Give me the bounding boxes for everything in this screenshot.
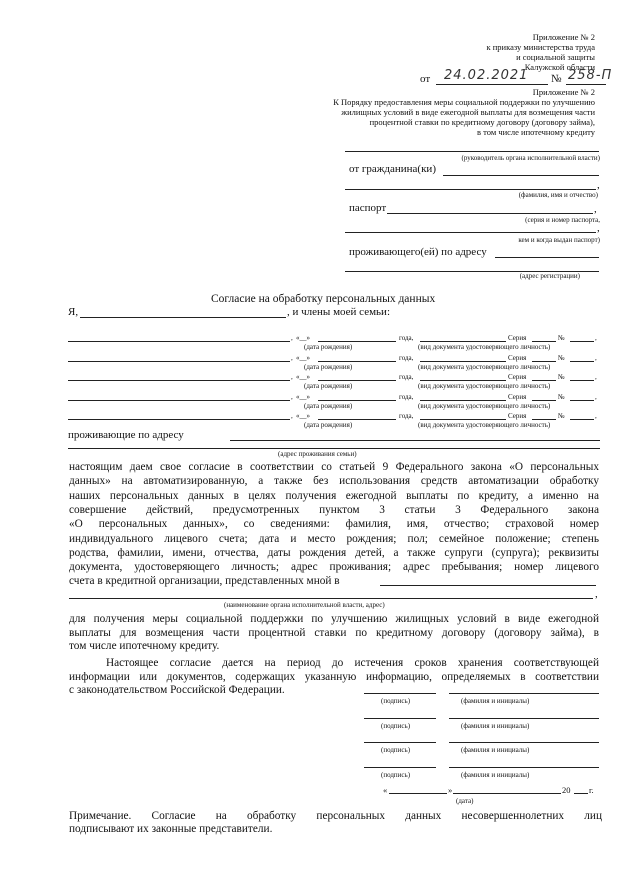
member-birth-month-line[interactable] (318, 380, 396, 381)
account-authority-line-2[interactable] (69, 598, 593, 599)
member-name-line[interactable] (68, 361, 290, 362)
signature-name-line[interactable] (449, 742, 599, 743)
signature-line[interactable] (364, 718, 436, 719)
member-comma: , (291, 373, 293, 381)
member-birth-month-line[interactable] (318, 400, 396, 401)
member-comma: , (291, 334, 293, 342)
consent-body-line: «О персональных данных», со сведениями: фамилия, имя, отчество; страховой номер (69, 518, 599, 531)
term-line: Настоящее согласие дается на период до истечения сроков хранения соответствующей (106, 657, 599, 669)
consent-body-line: настоящим даем свое согласие в соответствии со статьей 9 Федерального закона «О персональных (69, 461, 599, 473)
member-series-label: Серия (508, 412, 527, 420)
registration-line-1[interactable] (495, 257, 599, 258)
purpose-line: выплаты для возмещения части процентной ставки по кредитному договору (договору займа), в (69, 627, 599, 639)
member-end-comma: , (595, 392, 597, 401)
appendix-label-2: Приложение № 2 (532, 87, 595, 97)
term-line: информации или документов, содержащих указанную информацию, определяемых в соответствии (69, 671, 599, 683)
member-doc-line[interactable] (420, 341, 506, 342)
member-number-label: № (558, 334, 565, 342)
member-year-label: года, (399, 353, 414, 362)
member-name-line[interactable] (68, 400, 290, 401)
member-number-line[interactable] (570, 341, 594, 342)
head-caption: (руководитель органа исполнительной власти) (461, 154, 600, 162)
member-number-label: № (558, 353, 565, 362)
sign-date-open: « (383, 785, 388, 795)
signature-name-line[interactable] (449, 718, 599, 719)
sign-date-year-prefix: 20 (562, 785, 571, 795)
comma-mark: , (597, 222, 600, 234)
order-line-3: Калужской области (524, 62, 595, 72)
member-date-caption: (дата рождения) (304, 401, 353, 410)
member-birth-month-line[interactable] (318, 419, 396, 420)
member-doc-caption: (вид документа удостоверяющего личность) (418, 401, 551, 410)
family-label: , и члены моей семьи: (287, 306, 391, 318)
term-last-line: с законодательством Российской Федерации. (69, 684, 285, 696)
member-date-caption: (дата рождения) (304, 343, 353, 351)
signature-line[interactable] (364, 742, 436, 743)
signature-name-caption: (фамилия и инициалы) (461, 721, 530, 730)
consent-title: Согласие на обработку персональных данных (211, 293, 436, 305)
order-line-2: и социальной защиты (516, 52, 595, 62)
sign-date-day-line[interactable] (389, 793, 447, 794)
member-doc-caption: (вид документа удостоверяющего личность) (418, 382, 551, 390)
member-comma: , (291, 353, 293, 362)
member-date-caption: (дата рождения) (304, 382, 353, 390)
signature-caption: (подпись) (381, 721, 411, 730)
family-address-line-2[interactable] (68, 448, 600, 449)
member-birth-day: «__» (296, 353, 310, 362)
residing-label: проживающего(ей) по адресу (349, 246, 487, 258)
member-series-line[interactable] (532, 419, 556, 420)
passport-line-2[interactable] (345, 232, 596, 233)
member-doc-caption: (вид документа удостоверяющего личность) (418, 343, 551, 351)
member-doc-line[interactable] (420, 400, 506, 401)
procedure-line-4: в том числе ипотечному кредиту (476, 127, 595, 137)
handwritten-number: 258-П (568, 68, 613, 83)
signature-name-caption: (фамилия и инициалы) (461, 697, 530, 705)
member-end-comma: , (595, 353, 597, 362)
handwritten-date: 24.02.2021 (444, 68, 529, 83)
member-year-label: года, (399, 373, 414, 381)
from-citizen-label: от гражданина(ки) (349, 163, 436, 175)
member-comma: , (291, 392, 293, 401)
member-doc-caption: (вид документа удостоверяющего личность) (418, 362, 551, 371)
member-name-line[interactable] (68, 419, 290, 420)
signature-name-caption: (фамилия и инициалы) (461, 770, 530, 779)
member-birth-month-line[interactable] (318, 341, 396, 342)
passport-line-1[interactable] (387, 213, 593, 214)
from-word: от (420, 73, 431, 85)
citizen-name-line-1[interactable] (443, 175, 599, 176)
signature-line[interactable] (364, 767, 436, 768)
note-line-1: Примечание. Согласие на обработку персональных данных несовершеннолетних лиц (69, 810, 602, 822)
member-date-caption: (дата рождения) (304, 362, 353, 371)
applicant-name-line[interactable] (80, 317, 286, 318)
account-end: , (595, 588, 598, 600)
member-doc-caption: (вид документа удостоверяющего личность) (418, 421, 551, 429)
member-number-line[interactable] (570, 380, 594, 381)
passport-issued-caption: кем и когда выдан паспорт) (518, 236, 600, 244)
member-series-label: Серия (508, 373, 527, 381)
sign-date-month-line[interactable] (453, 793, 561, 794)
member-series-label: Серия (508, 392, 527, 401)
member-series-line[interactable] (532, 400, 556, 401)
member-birth-day: «__» (296, 373, 310, 381)
note-line-2: подписывают их законные представители. (69, 823, 273, 835)
procedure-line-1: К Порядку предоставления меры социальной поддержки по улучшению (333, 97, 595, 107)
sign-date-year-suffix: г. (589, 785, 594, 795)
member-series-line[interactable] (532, 341, 556, 342)
member-end-comma: , (595, 373, 597, 381)
family-address-line-1[interactable] (230, 440, 600, 441)
member-year-label: года, (399, 334, 414, 342)
signature-name-line[interactable] (449, 693, 599, 694)
member-year-label: года, (399, 412, 414, 420)
consent-body-line: совершение действий, предусмотренных пунктом 3 статьи 3 Федерального закона (69, 503, 599, 516)
signature-caption: (подпись) (381, 770, 411, 779)
registration-caption: (адрес регистрации) (519, 272, 580, 280)
member-end-comma: , (595, 412, 597, 420)
member-name-line[interactable] (68, 341, 290, 342)
member-series-label: Серия (508, 353, 527, 362)
number-sign: № (551, 73, 562, 85)
member-series-line[interactable] (532, 361, 556, 362)
member-number-line[interactable] (570, 419, 594, 420)
member-series-label: Серия (508, 334, 527, 342)
family-residing-label: проживающие по адресу (68, 429, 184, 441)
passport-caption: (серия и номер паспорта, (525, 216, 600, 224)
signature-caption: (подпись) (381, 746, 411, 754)
purpose-line: для получения меры социальной поддержки по улучшению жилищных условий в виде ежегодной (69, 613, 599, 625)
member-number-label: № (558, 412, 565, 420)
date-line (436, 84, 548, 85)
comma-mark: , (597, 179, 600, 191)
account-authority-line-1[interactable] (380, 585, 596, 586)
consent-body-line: родства, фамилии, имени, отчества, даты рождения детей, а также супруги (супруга); реквизиты (69, 546, 599, 559)
member-name-line[interactable] (68, 380, 290, 381)
sign-date-caption: (дата) (456, 797, 474, 805)
member-birth-day: «__» (296, 334, 310, 342)
head-name-line[interactable] (345, 151, 599, 152)
member-doc-line[interactable] (420, 361, 506, 362)
authority-caption: (наименование органа исполнительной власти, адрес) (224, 601, 385, 609)
member-doc-line[interactable] (420, 380, 506, 381)
signature-caption: (подпись) (381, 697, 411, 705)
member-doc-line[interactable] (420, 419, 506, 420)
member-series-line[interactable] (532, 380, 556, 381)
citizen-name-line-2[interactable] (345, 189, 596, 190)
consent-body-line: индивидуального лицевого счета; дата и место рождения; пол; семейное положение; степень (69, 532, 599, 545)
member-date-caption: (дата рождения) (304, 421, 353, 429)
passport-label: паспорт (349, 202, 387, 214)
account-line: счета в кредитной организации, представленных мной в (69, 575, 340, 587)
member-birth-day: «__» (296, 392, 310, 401)
number-line (566, 84, 606, 85)
signature-name-line[interactable] (449, 767, 599, 768)
family-address-caption: (адрес проживания семьи) (278, 450, 357, 458)
comma-mark: , (594, 203, 597, 215)
procedure-line-2: жилищных условий в виде ежегодной выплаты для возмещения части (341, 107, 595, 117)
signature-name-caption: (фамилия и инициалы) (461, 746, 530, 754)
signature-line[interactable] (364, 693, 436, 694)
member-number-label: № (558, 373, 565, 381)
member-birth-month-line[interactable] (318, 361, 396, 362)
member-birth-day: «__» (296, 412, 310, 420)
member-year-label: года, (399, 392, 414, 401)
purpose-last-line: том числе ипотечному кредиту. (69, 640, 220, 652)
member-number-label: № (558, 392, 565, 401)
consent-body-line: данных» на автоматизированную, а также без использования средств автоматизации обработку (69, 475, 599, 488)
fio-caption: (фамилия, имя и отчество) (518, 191, 598, 199)
consent-body-line: документа, удостоверяющего личность; адрес проживания; адрес пребывания; номер лицевого (69, 561, 599, 574)
member-number-line[interactable] (570, 400, 594, 401)
member-comma: , (291, 412, 293, 420)
sign-date-year-line[interactable] (574, 793, 588, 794)
sign-date-close: » (448, 785, 453, 795)
procedure-line-3: процентной ставки по кредитному договору (договору займа), (369, 117, 595, 127)
order-line-1: к приказу министерства труда (486, 42, 595, 52)
appendix-label: Приложение № 2 (532, 32, 595, 42)
member-end-comma: , (595, 334, 597, 342)
i-label: Я, (68, 306, 79, 318)
consent-body-line: наших персональных данных в целях получения ежегодной выплаты по кредиту, а именно на (69, 489, 599, 502)
member-number-line[interactable] (570, 361, 594, 362)
